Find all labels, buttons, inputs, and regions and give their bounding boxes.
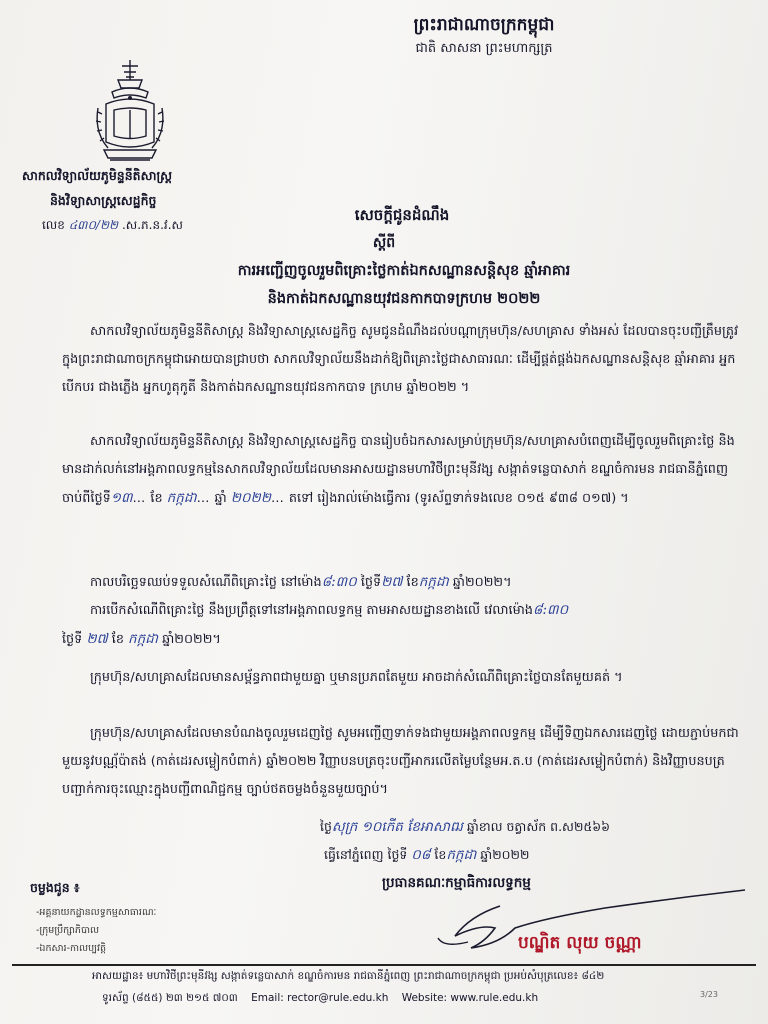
opening-day: ២៧ [86, 631, 108, 647]
day-label: ថ្ងៃទី [62, 632, 87, 647]
university-emblem-icon [92, 58, 168, 166]
paragraph-1: សាកលវិទ្យាល័យភូមិន្ទនីតិសាស្ត្រ និងវិទ្យាសាស្ត្រសេដ្ឋកិច្ច សូមជូនដំណឹងដល់បណ្ដាក្រុមហ៊ុន/សហគ្រាស ទាំងអស់ ដែលបានចុះបញ្ជីត្រឹមត្រូវក្នុងព្រះរាជាណាចក្រកម្ពុជាអោយបានជ្រាបថា សាកលវិទ្យាល័យនឹងដាក់ឱ្យពិគ្រោះថ្លៃជាសាធារណៈ ដើម្បីផ្គត់ផ្គង់ឯកសណ្ឋានសន្តិសុខ ឆ្មាំអាគារ អ្នកបើកបរ ជាងភ្លើង អ្នកហូតុកូតី និងកាត់ឯកសណ្ឋានយុវជនកាកបាទ ក្រហម ឆ្នាំ២០២២ ។ [62, 324, 739, 395]
paragraph-6: ក្រុមហ៊ុន/សហគ្រាសដែលមានបំណងចូលរួមដេញថ្លៃ សូមអញ្ជើញទាក់ទងជាមួយអង្គភាពលទ្ធកម្ម ដើម្បីទិញឯកសារដេញថ្លៃ ដោយភ្ជាប់មកជាមួយនូវបណ្ណ័ប៉ាតង់ (កាត់ដេរសម្លៀកបំពាក់) ឆ្នាំ២០២២ វិញ្ញាបនបត្រចុះបញ្ជីអាករលើតម្លៃបន្ថែមអ.ត.ប (កាត់ដេរសម្លៀកបំពាក់) និងវិញ្ញាបនបត្របញ្ជាក់ការចុះឈ្មោះក្នុងបញ្ជីពាណិជ្ជកម្ម ច្បាប់ថតចម្លងចំនួនមួយច្បាប់។ [62, 726, 739, 797]
sale-start-year: ២០២២ [230, 490, 271, 506]
cc-item: -ក្រុមប្រឹក្សាភិបាល [36, 925, 100, 936]
paragraph-3 [62, 568, 742, 597]
sale-start-day: ១៣ [110, 490, 133, 506]
lunar-suffix: ឆ្នាំខាល ចត្វាស័ក ព.ស២៥៦៦ [462, 819, 610, 834]
signatory-name: បណ្ឌិត លុយ ចណ្ណា [518, 933, 642, 953]
national-motto: ជាតិ សាសនា ព្រះមហាក្សត្រ [415, 41, 553, 56]
paragraph-2-tail: តទៅ រៀងរាល់ម៉ោងធ្វើការ (ទូរស័ព្ទទាក់ទងលេខ ០១៥ ៩៣៨ ០១៧) ។ [284, 491, 629, 506]
month-label: ខែ [402, 575, 419, 590]
solar-month: កក្កដា [446, 847, 477, 863]
footer-address: អាសយដ្ឋាន៖ មហាវិថីព្រះមុនីវង្ស សង្កាត់ទន្លេបាសាក់ ខណ្ឌចំការមន រាជធានីភ្នំពេញ ព្រះរាជាណាចក្រកម្ពុជា ប្រអប់សំបុត្រលេខ៖ ៨៤២ [92, 970, 605, 982]
deadline-time: ៨:៣០ [321, 574, 357, 590]
paragraph-4-text: ការបើកសំណើពិគ្រោះថ្លៃ នឹងប្រព្រឹត្តទៅនៅអង្គភាពលទ្ធកម្ម តាមអាសយដ្ឋានខាងលើ វេលាម៉ោង [90, 603, 533, 618]
opening-time: ៨:៣០ [532, 602, 569, 618]
year-label: ឆ្នាំ [210, 491, 231, 506]
day-label: ថ្ងៃទី [356, 575, 382, 590]
month-label: ខែ [107, 632, 129, 647]
lunar-date-line [320, 818, 610, 838]
month-label: ខែ [146, 491, 167, 506]
reference-suffix: .ស.ភ.ន.វ.ស [121, 218, 183, 232]
solar-date-line [324, 846, 529, 866]
institution-name-line2: និងវិទ្យាសាស្ត្រសេដ្ឋកិច្ច [50, 193, 157, 208]
paragraph-4 [62, 596, 742, 654]
notice-subject-line1: ការអញ្ជើញចូលរួមពិគ្រោះថ្លៃកាត់ឯកសណ្ឋានសន្តិសុខ ឆ្មាំអាគារ [237, 263, 571, 279]
reference-prefix: លេខ [42, 218, 65, 232]
deadline-day: ២៧ [381, 574, 403, 590]
notice-subject-label: ស្ដីពី [372, 235, 396, 251]
lunar-handwritten: សុក្រ ១០កើត ខែអាសាឍ [331, 819, 463, 835]
solar-prefix: ធ្វើនៅភ្នំពេញ ថ្ងៃទី [324, 847, 412, 862]
paragraph-5: ក្រុមហ៊ុន/សហគ្រាសដែលមានសម្ព័ន្ធភាពជាមួយគ្នា ឬមានប្រភពតែមួយ អាចដាក់សំណើពិគ្រោះថ្លៃបានតែមួយគត់ ។ [90, 670, 623, 685]
paragraph-3-tail: ឆ្នាំ២០២២។ [448, 575, 512, 590]
page-mark: 3/23 [700, 990, 718, 999]
solar-day: ០៨ [411, 847, 431, 863]
opening-month: កក្កដា [128, 631, 159, 647]
footer-divider [12, 964, 756, 966]
institution-name-line1: សាកលវិទ្យាល័យភូមិន្ទនីតិសាស្ត្រ [22, 168, 173, 183]
month-label: ខែ [430, 847, 447, 862]
notice-subject-line2: និងកាត់ឯកសណ្ឋានយុវជនកាកបាទក្រហម ២០២២ [267, 291, 541, 307]
solar-year: ឆ្នាំ២០២២ [476, 847, 530, 862]
cc-label: ចម្លងជូន ៖ [30, 880, 80, 895]
kingdom-heading: ព្រះរាជាណាចក្រកម្ពុជា [413, 15, 555, 35]
footer-contact [102, 992, 548, 1007]
paragraph-2-text: សាកលវិទ្យាល័យភូមិន្ទនីតិសាស្ត្រ និងវិទ្យាសាស្ត្រសេដ្ឋកិច្ច បានរៀបចំឯកសារសម្រាប់ក្រុមហ៊ុន/សហគ្រាសបំពេញដើម្បីចូលរួមពិគ្រោះថ្លៃ និងមានដាក់លក់នៅអង្គភាពលទ្ធកម្មនៃសាកលវិទ្យាល័យដែលមានអាសយដ្ឋានមហាវិថីព្រះមុនីវង្ស សង្កាត់ទន្លេបាសាក់ ខណ្ឌចំការមន រាជធានីភ្នំពេញ ចាប់ពីថ្ងៃទី [62, 434, 735, 506]
reference-handwritten: ៤៣០/២២ [68, 218, 119, 232]
footer-email[interactable]: Email: rector@rule.edu.kh [251, 992, 389, 1004]
lunar-prefix: ថ្ងៃ [320, 819, 332, 834]
paragraph-3-text: កាលបរិច្ឆេទឈប់ទទួលសំណើពិគ្រោះថ្លៃ នៅម៉ោង [90, 575, 322, 590]
notice-title: សេចក្ដីជូនដំណឹង [354, 206, 450, 224]
cc-item: -អគ្គនាយកដ្ឋានលទ្ធកម្មសាធារណៈ [36, 907, 157, 918]
footer-website[interactable]: Website: www.rule.edu.kh [401, 992, 539, 1004]
cc-item: -ឯកសារ-កាលប្បវត្តិ [36, 943, 106, 954]
deadline-month: កក្កដា [418, 574, 449, 590]
signatory-title: ប្រធានគណៈកម្មាធិការលទ្ធកម្ម [382, 875, 531, 891]
paragraph-2: សាកលវិទ្យាល័យភូមិន្ទនីតិសាស្ត្រ និងវិទ្យាសាស្ត្រសេដ្ឋកិច្ច បានរៀបចំឯកសារសម្រាប់ក្រុមហ៊ុន/សហគ្រាសបំពេញដើម្បីចូលរួមពិគ្រោះថ្លៃ និងមានដាក់លក់នៅអង្គភាពលទ្ធកម្មនៃសាកលវិទ្យាល័យដែលមានអាសយដ្ឋានមហាវិថីព្រះមុនីវង្ស សង្កាត់ទន្លេបាសាក់ ខណ្ឌចំការមន រាជធានីភ្នំពេញ ចាប់ពីថ្ងៃទី១៣… ខែ កក្កដា… ឆ្នាំ ២០២២… តទៅ រៀងរាល់ម៉ោងធ្វើការ (ទូរស័ព្ទទាក់ទងលេខ ០១៥ ៩៣៨ ០១៧) ។ [62, 434, 735, 506]
sale-start-month: កក្កដា [166, 490, 197, 506]
paragraph-4-tail: ឆ្នាំ២០២២។ [158, 632, 221, 647]
footer-phone: ទូរស័ព្ទ (៨៥៥) ២៣ ២១៥ ៧០៣ [102, 992, 238, 1004]
